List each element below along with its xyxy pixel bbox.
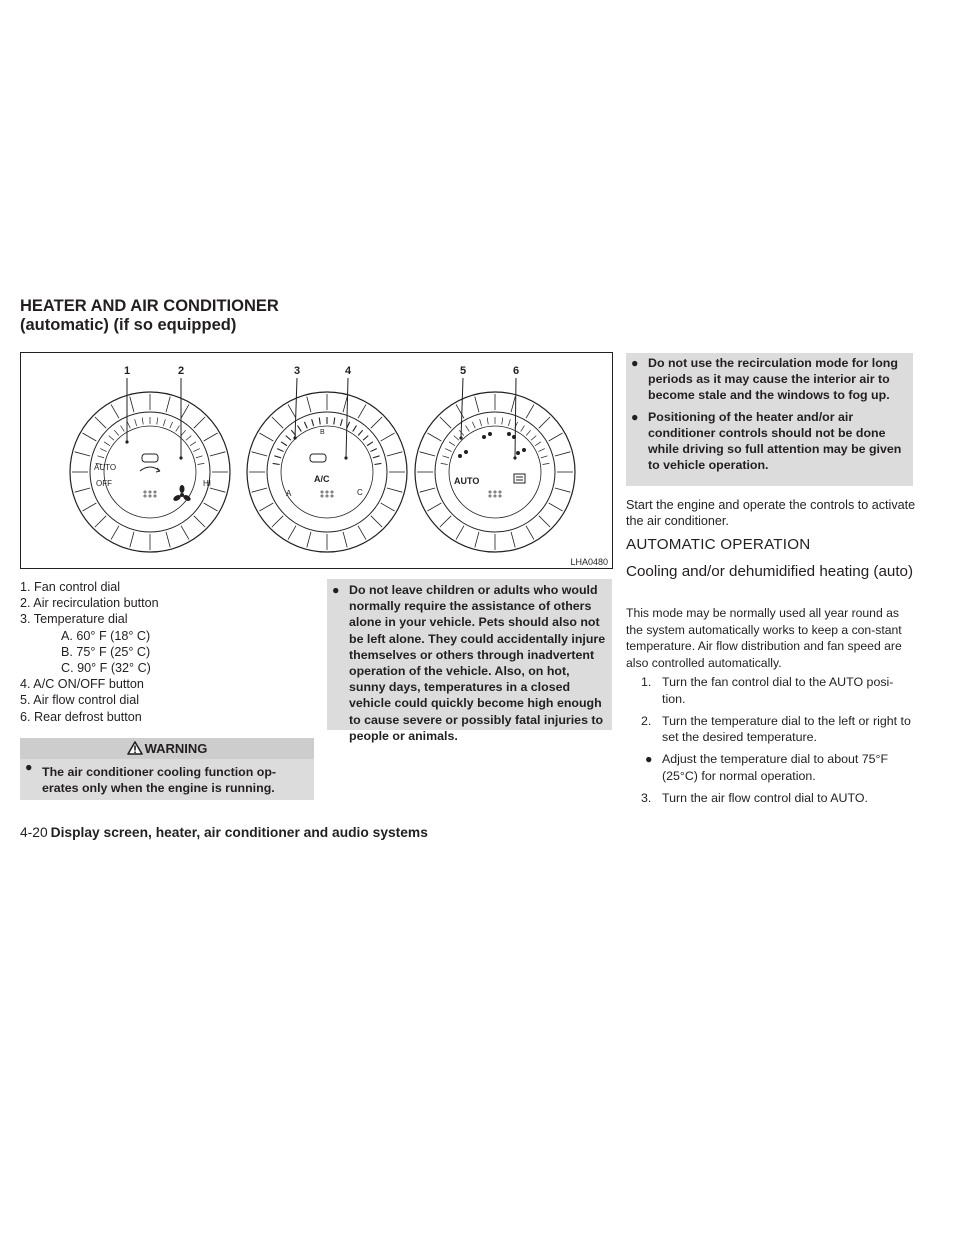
warning-text: Do not leave children or adults who would normally require the assistance of others alone in your vehicle. Pets should also not be left alone. They could accidentally injure themselves or others through inadvertent operation of the vehicle. Also, on hot, sunny days, temperatures in a closed vehicle could quickly become high enough to cause severe or possibly fatal injuries to people or animals. bbox=[349, 583, 606, 743]
bullet: ● bbox=[25, 760, 33, 774]
dial1-auto-label: AUTO bbox=[94, 463, 117, 472]
dial2-a-label: A bbox=[286, 489, 292, 498]
page-number: 4-20 bbox=[20, 825, 48, 840]
procedure-steps bbox=[626, 674, 916, 812]
list-item bbox=[626, 674, 916, 708]
warning-continuation-box bbox=[327, 579, 612, 743]
dial3-auto-label: AUTO bbox=[454, 476, 480, 486]
list-item: 1. Fan control dial bbox=[20, 580, 121, 594]
intro-paragraph: Start the engine and operate the controls to activate the air conditioner. bbox=[626, 498, 916, 529]
callout-6: 6 bbox=[512, 365, 520, 377]
parts-list bbox=[20, 579, 310, 725]
list-item: 4. A/C ON/OFF button bbox=[20, 677, 144, 692]
step-bullet: ● bbox=[645, 752, 653, 767]
warning-continuation-box-right bbox=[626, 353, 913, 486]
list-item: 2. Air recirculation button bbox=[20, 596, 159, 611]
warning-text: The air conditioner cooling function op-erates only when the engine is running. bbox=[42, 765, 277, 796]
list-item: 3. Temperature dial bbox=[20, 612, 128, 627]
dial2-b-label: B bbox=[320, 429, 325, 436]
section-subtitle: (automatic) (if so equipped) bbox=[20, 316, 237, 334]
warning-box bbox=[20, 738, 314, 800]
callout-5: 5 bbox=[459, 365, 467, 377]
list-item: 6. Rear defrost button bbox=[20, 709, 142, 724]
step-text: Turn the fan control dial to the AUTO posi-tion. bbox=[662, 675, 894, 706]
bullet: ● bbox=[332, 583, 340, 597]
step-text: Turn the temperature dial to the left or right to set the desired temperature. bbox=[662, 713, 911, 745]
bullet: ● bbox=[631, 409, 639, 424]
callout-3: 3 bbox=[293, 365, 301, 377]
warning-item bbox=[327, 582, 606, 744]
step-text: Turn the air flow control dial to AUTO. bbox=[662, 790, 868, 805]
section-heading bbox=[20, 297, 620, 335]
dial1-hi-label: HI bbox=[203, 479, 211, 488]
list-item: C. 90° F (32° C) bbox=[61, 661, 151, 676]
dial2-c-label: C bbox=[357, 488, 363, 497]
figure-id: LHA0480 bbox=[570, 557, 608, 567]
auto-mode-description: This mode may be normally used all year round as the system automatically works to keep a con-stant temperature. Air flow distribution and fan speed are also controlled automatically. bbox=[626, 606, 902, 670]
auto-mode-subheading: Cooling and/or dehumidified heating (auto) bbox=[626, 563, 914, 580]
warning-item bbox=[626, 355, 907, 404]
bullet: ● bbox=[631, 356, 639, 370]
step-number: 1. bbox=[641, 675, 652, 689]
list-item: 5. Air flow control dial bbox=[20, 693, 139, 708]
section-title: HEATER AND AIR CONDITIONER bbox=[20, 297, 279, 315]
warning-item bbox=[626, 409, 907, 474]
control-panel-figure bbox=[20, 352, 613, 569]
list-item bbox=[626, 713, 916, 747]
chapter-title: Display screen, heater, air conditioner and audio systems bbox=[50, 825, 428, 840]
warning-label: WARNING bbox=[144, 741, 208, 756]
list-item: A. 60° F (18° C) bbox=[61, 628, 151, 643]
page-footer bbox=[20, 824, 428, 842]
list-item: B. 75° F (25° C) bbox=[61, 644, 151, 659]
warning-icon bbox=[127, 741, 143, 755]
callout-2: 2 bbox=[177, 365, 185, 377]
list-item bbox=[626, 751, 916, 785]
dial1-off-label: OFF bbox=[96, 479, 112, 488]
warning-header bbox=[20, 738, 314, 759]
step-number: 2. bbox=[641, 713, 652, 728]
warning-text: Do not use the recirculation mode for long periods as it may cause the interior air to become stale and the windows to fog up. bbox=[648, 356, 898, 403]
automatic-operation-heading: AUTOMATIC OPERATION bbox=[626, 536, 811, 553]
warning-text: Positioning of the heater and/or air conditioner controls should not be done while driving so full attention may be given to vehicle operation. bbox=[648, 409, 902, 473]
step-number: 3. bbox=[641, 790, 652, 805]
list-item bbox=[626, 790, 916, 807]
callout-1: 1 bbox=[123, 365, 131, 377]
step-text: Adjust the temperature dial to about 75°F (25°C) for normal operation. bbox=[662, 752, 889, 783]
dial2-ac-label: A/C bbox=[314, 474, 330, 484]
warning-item bbox=[20, 759, 314, 796]
callout-4: 4 bbox=[344, 365, 352, 377]
